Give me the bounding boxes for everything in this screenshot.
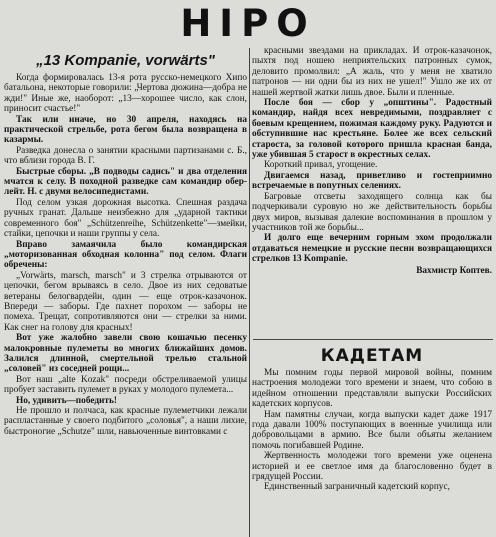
article-paragraph: Но, удивить—победить! [16, 395, 117, 406]
article-paragraph: Мы помним годы первой мировой войны, помним настроения молодежи того времени и знаем, что собою в идейном отношении представляли выпуски Российских кадетских корпусов. [252, 368, 492, 410]
kadetam-body [252, 368, 492, 493]
article-body-left [4, 73, 247, 437]
article-paragraph: Двигаемся назад, приветливо и гостеприимно встречаемые в попутных селениях. [252, 170, 492, 192]
kadetam-title: КАДЕТАМ [320, 346, 424, 366]
article-paragraph: Короткий привал, угощение. [264, 160, 378, 171]
article-paragraph: Единственный заграничный кадетский корпус, [264, 482, 450, 493]
article-paragraph: Жертвенность молодежи того времени уже оценена историей и ее светлое имя да благословенно будет в грядущей России. [252, 451, 492, 483]
article-paragraph: Быстрые сборы. „В подводы садись" и два отделения мчатся к селу. В походной разведке сам командир обер-лейт. Н. с двумя велосипедистами. [4, 166, 247, 198]
article-paragraph: красными звездами на прикладах. И отрок-казачонок, пыхтя под ношею неприятельских патронных сумок, деловито промолвил: „А жаль, что у меня не хватило патронов — ни одни бы из них не ушел!" Ушло же их от нашей жертвой жатки лишь двое. Были и пленные. [252, 46, 492, 98]
article-paragraph: После боя — сбор у „општины". Радостный командир, найдя всех невредимыми, поздравляет с боевым крещением, пожимая каждому руку. Радуются и обступившие нас крестьяне. Более же всех сельский староста, за головой которого пришла красная банда, уже убившая 5 старост в окрестных селах. [252, 98, 492, 161]
article-paragraph: И долго еще вечерним горным эхом продолжали отдаваться немецкие и русские песни возвращающихся стрелков 13 Kompanie. [252, 233, 492, 265]
article-paragraph: Багровые отсветы заходящего солнца как бы подчеркивали суровую но же действительность борьбы двух миров, вызывая далекие воспоминания в прошлом у участников той же борьбы... [252, 191, 492, 233]
article-paragraph: Под селом узкая дорожная высотка. Спешная раздача ручных гранат. Дальше неизбежно для „ударной тактики современного боя" „Schützenreihe, Schützenkette"—змейки, стайки, цепочки и наши группы у села. [4, 197, 247, 240]
article-paragraph: Вот уже жалобно завели свою кошачью песенку малокровные пулеметы во многих ближайших домов. Залился длинной, смертельной трелью стальной „соловей" из соседней рощи... [4, 333, 247, 375]
article-paragraph: „Vorwärts, marsch, marsch" и 3 стрелка отрываются от цепочки, бегом врываясь в село. Двое из них седоватые ветераны белогвардейи, один — еще отрок-казачонок. Впереди — заборы. Где пахнет порохом — заборы не помеха. Трещат, сопротивляются они — стрелки за ними. Как снег на голову для красных! [4, 270, 247, 333]
article-left-column [4, 46, 247, 536]
article-signature: Вахмистр Коптев. [416, 265, 492, 276]
article-paragraph: Не прошло и полчаса, как красные пулеметчики лежали распластанные у своего подбитого „соловья", а наши лихие, быстроногие „Schutze" шли, навьюченные винтовками с [4, 406, 247, 437]
article-paragraph: Разведка донесла о занятии красными партизанами с. Б., что вблизи города В. Г. [4, 145, 247, 167]
article-paragraph: Вправо замаячила было командирская „моторизованная обходная колонна" под селом. Флаги обречены: [4, 239, 247, 271]
kadetam-article [252, 342, 492, 537]
section-divider [253, 339, 493, 340]
article-paragraph: Так или иначе, но 30 апреля, находясь на практической стрельбе, рота бегом была возвращена в казармы. [4, 114, 247, 146]
masthead-title: НІРО [180, 2, 316, 45]
newspaper-masthead [0, 0, 496, 44]
article-paragraph: Нам памятны случаи, когда выпуски кадет даже 1917 года давали 100% поступающих в военные училища или добровольцами в армию. Все были объяты желанием помочь погибавшей Родине. [252, 409, 492, 451]
article-paragraph: Вот наш „alte Kozak" посреди обстреливаемой улицы пробует заставить пулемет в руках у молодого пулемета... [4, 374, 247, 396]
article-body-right [252, 46, 492, 265]
article-paragraph: Когда формировалась 13-я рота русско-немецкого Хипо батальона, некоторые говорили: „Чертова дюжина—добра не жди!" Иные же, наоборот: „13—хорошее число, как слон, приносит счастье!" [4, 73, 247, 115]
column-divider [249, 48, 250, 537]
article-title: „13 Kompanie, vorwärts" [36, 52, 215, 69]
